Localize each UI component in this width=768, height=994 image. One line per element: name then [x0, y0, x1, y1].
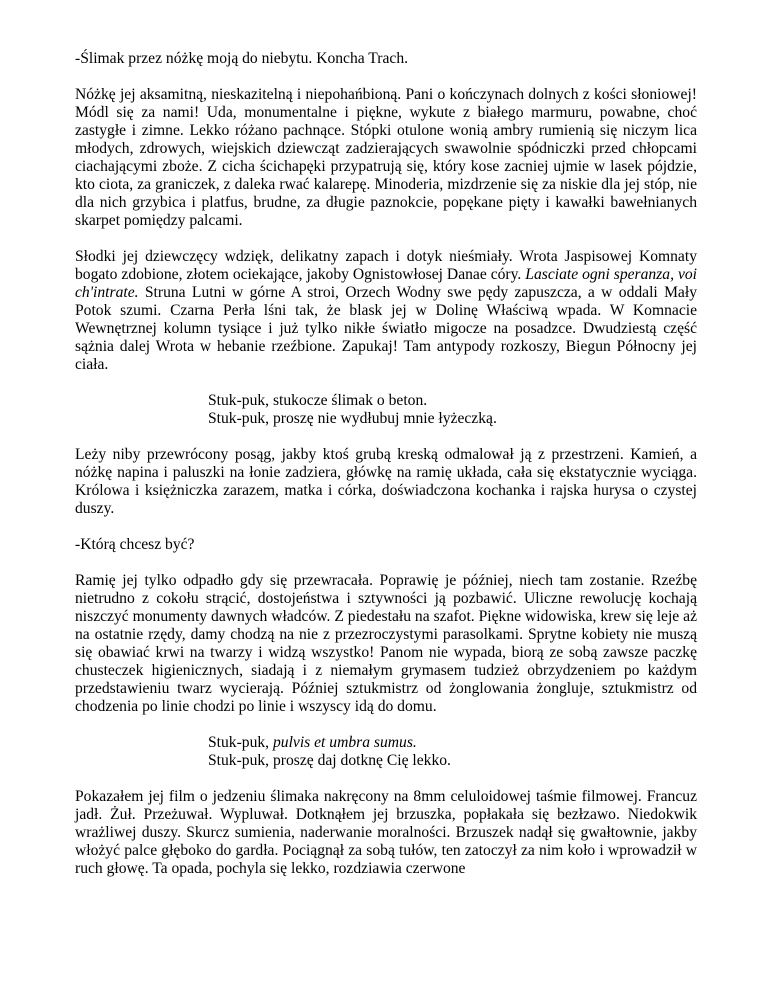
- verse-stanza-1: [208, 392, 697, 428]
- verse-line: [208, 734, 697, 752]
- paragraph-film: Pokazałem jej film o jedzeniu ślimaka nakręcony na 8mm celuloidowej taśmie filmowej. Francuz jadł. Żuł. Przeżuwał. Wypluwał. Dotknąłem jej brzuszka, popłakała się bezłzawo. Niedokwik wrażliwej duszy. Skurcz sumienia, naderwanie moralności. Brzuszek nadął się gwałtownie, jakby włożyć palce głęboko do gardła. Pociągnął za sobą tułów, ten zatoczył za nim koło i wprowadził w ruch głowę. Ta opada, pochyla się lekko, rozdziawia czerwone: [75, 788, 697, 877]
- verse-line: Stuk-puk, stukocze ślimak o beton.: [208, 392, 428, 409]
- paragraph-legs: Nóżkę jej aksamitną, nieskazitelną i niepohańbioną. Pani o kończynach dolnych z kości słoniowej! Módl się za nami! Uda, monumentalne i piękne, wykute z białego marmuru, powabne, choć zastygłe i zimne. Lekko różano pachnące. Stópki otulone wonią ambry rumienią się niczym lica młodych, zdrowych, wiejskich dziewcząt zadzierających swawolnie spódniczki przed chłopcami ciachającymi zboże. Z cicha ścichapęki przypatrują się, który kose zacniej ujmie w lasek pójdzie, kto ciota, za graniczek, z daleka rwać kalarepę. Minoderia, mizdrzenie się za niskie dla jej stóp, nie dla nich grzybica i platfus, brudne, za długie paznokcie, popękane pięty i kawałki bawełnianych skarpet pomiędzy palcami.: [75, 86, 697, 229]
- paragraph-revolution: Ramię jej tylko odpadło gdy się przewracała. Poprawię je później, niech tam zostanie. Rzeźbę nietrudno z cokołu strącić, dostojeństwa i sztywności ją pozbawić. Uliczne rewolucję kochają niszczyć monumenty dawnych władców. Z piedestału na szafot. Piękne widowiska, krew się leje aż na ostatnie rzędy, damy chodzą na nie z przezroczystymi parasolkami. Sprytne kobiety nie muszą się obawiać krwi na twarzy i widzą wszystko! Panom nie wypada, biorą ze sobą zawsze paczkę chusteczek higienicznych, siadają i z niemałym grymasem tudzież obrzydzeniem po każdym przedstawieniu twarz wycierają. Później sztukmistrz od żonglowania żongluje, sztukmistrz od chodzenia po linie chodzi po linie i wszyscy idą do domu.: [75, 572, 697, 715]
- paragraph-chamber: [75, 248, 697, 374]
- verse-line-italic-latin: pulvis et umbra sumus.: [272, 734, 417, 751]
- paragraph-opening: -Ślimak przez nóżkę moją do niebytu. Koncha Trach.: [75, 50, 409, 67]
- verse-line-text: Stuk-puk,: [208, 734, 273, 751]
- paragraph-chamber-italic-quote: Lasciate ogni speranza, voi ch'intrate.: [75, 266, 697, 301]
- paragraph-statue: Leży niby przewrócony posąg, jakby ktoś grubą kreską odmalował ją z przestrzeni. Kamień, a nóżkę napina i paluszki na łonie zadziera, główkę na ramię układa, cała się ekstatycznie wyciąga. Królowa i księżniczka zarazem, matka i córka, doświadczona kochanka i rajska hurysa o czystej duszy.: [75, 446, 697, 517]
- verse-line: Stuk-puk, proszę daj dotknę Cię lekko.: [208, 752, 451, 769]
- verse-stanza-2: [208, 734, 697, 770]
- document-page: [75, 50, 697, 896]
- paragraph-question: -Którą chcesz być?: [75, 536, 195, 553]
- paragraph-chamber-text-a: Słodki jej dziewczęcy wdzięk, delikatny zapach i dotyk nieśmiały. Wrota Jaspisowej Komnaty bogato zdobione, złotem ociekające, jakoby Ognistowłosej Danae córy.: [75, 248, 697, 283]
- verse-line: Stuk-puk, proszę nie wydłubuj mnie łyżeczką.: [208, 410, 497, 427]
- paragraph-chamber-text-b: Struna Lutni w górne A stroi, Orzech Wodny swe pędy zapuszcza, a w oddali Mały Potok szumi. Czarna Perła lśni tak, że blask jej w Dolinę Właściwą wpada. W Komnacie Wewnętrznej kolumn tysiące i już tylko nikłe światło migocze na posadzce. Dwudziestą część sążnia dalej Wrota w hebanie rzeźbione. Zapukaj! Tam antypody rozkoszy, Biegun Północny jej ciała.: [75, 284, 697, 373]
